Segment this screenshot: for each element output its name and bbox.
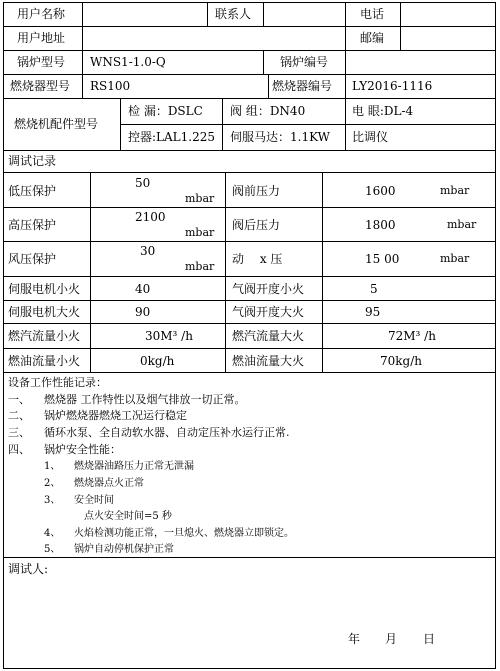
- postcode-label: 邮编: [360, 31, 385, 45]
- valve-group-value: 阀 组：DN40: [230, 104, 306, 118]
- boiler-model-value: WNS1-1.0-Q: [90, 55, 166, 69]
- safety-item-num: 3、: [44, 495, 61, 506]
- debug-row-label: 气阀开度大火: [232, 305, 305, 319]
- debug-row-label: 高压保护: [8, 218, 57, 232]
- phone-label: 电话: [360, 7, 385, 21]
- debug-row-label: 燃油流量大火: [232, 354, 305, 368]
- debug-row-label: 阀后压力: [232, 218, 281, 232]
- debugger-label: 调试人:: [8, 562, 49, 576]
- customer-name-label: 用户名称: [17, 7, 66, 21]
- debug-row-label: 伺服电机小火: [8, 282, 81, 296]
- debug-row-value: 0kg/h: [140, 354, 175, 368]
- safety-item-text: 锅炉自动停机保护正常: [74, 544, 174, 555]
- performance-item-num: 三、: [8, 426, 30, 439]
- boiler-number-label: 锅炉编号: [280, 55, 329, 69]
- safety-item-num: 4、: [44, 528, 61, 539]
- debug-row-value: 15 00: [365, 252, 400, 266]
- debug-row-label: 燃汽流量小火: [8, 329, 81, 343]
- performance-item-num: 四、: [8, 443, 30, 456]
- electric-eye-value: 电 眼:DL-4: [352, 104, 414, 118]
- customer-address-label: 用户地址: [17, 31, 66, 45]
- burner-model-value: RS100: [90, 79, 131, 93]
- safety-item-text: 火焰检测功能正常，一旦熄火、燃烧器立即锁定。: [74, 528, 294, 539]
- controller-value: 控器:LAL1.225: [128, 130, 216, 144]
- debug-row-value: 90: [135, 305, 151, 319]
- debug-row-label: 伺服电机大火: [8, 305, 81, 319]
- accessories-label: 燃烧机配件型号: [14, 117, 99, 131]
- debug-row-value: 2100: [135, 210, 166, 224]
- leak-check-value: 检 漏：DSLC: [128, 104, 203, 118]
- safety-item-text: 安全时间: [74, 495, 114, 506]
- debug-section-title: 调试记录: [8, 154, 57, 168]
- safety-item-num: 5、: [44, 544, 61, 555]
- debug-row-label: 燃汽流量大火: [232, 329, 305, 343]
- contact-label: 联系人: [215, 7, 252, 21]
- debug-row-label: 阀前压力: [232, 184, 281, 198]
- performance-item-text: 燃烧器 工作特性以及烟气排放一切正常。: [44, 393, 246, 406]
- burner-number-label: 燃烧器编号: [272, 79, 333, 93]
- debug-row-value: 30: [140, 244, 156, 258]
- boiler-model-label: 锅炉型号: [17, 55, 66, 69]
- debug-row-unit: mbar: [440, 184, 470, 197]
- safety-item-text: 燃烧器油路压力正常无泄漏: [74, 461, 194, 472]
- servo-motor-value: 伺服马达：1.1KW: [230, 130, 330, 144]
- debug-row-label: 动 x 压: [232, 252, 283, 266]
- safety-item-text: 燃烧器点火正常: [74, 478, 144, 489]
- performance-item-text: 循环水泵、全自动软水器、自动定压补水运行正常.: [44, 426, 290, 439]
- date-year-label: 年: [348, 632, 361, 646]
- performance-item-num: 一、: [8, 393, 30, 406]
- debug-row-label: 气阀开度小火: [232, 282, 305, 296]
- debug-row-unit: mbar: [185, 226, 215, 239]
- debug-row-unit: mbar: [440, 252, 470, 265]
- performance-item-text: 锅炉燃烧器燃烧工况运行稳定: [44, 409, 187, 422]
- performance-item-text: 锅炉安全性能：: [44, 443, 121, 456]
- debug-row-value: 5: [370, 282, 378, 296]
- debug-row-value: 95: [365, 305, 381, 319]
- proportional-value: 比调仪: [352, 130, 389, 144]
- performance-title: 设备工作性能记录：: [8, 376, 107, 389]
- debug-row-value: 40: [135, 282, 151, 296]
- debug-row-unit: mbar: [185, 192, 215, 205]
- safety-item-num: 2、: [44, 478, 61, 489]
- date-month-label: 月: [385, 632, 398, 646]
- debug-row-value: 72M³ /h: [388, 329, 436, 343]
- debug-row-value: 1600: [365, 184, 396, 198]
- debug-row-unit: mbar: [447, 218, 477, 231]
- debug-row-unit: mbar: [185, 260, 215, 273]
- debug-row-label: 风压保护: [8, 252, 57, 266]
- safety-item-num: 1、: [44, 461, 61, 472]
- burner-number-value: LY2016-1116: [352, 79, 433, 93]
- burner-model-label: 燃烧器型号: [10, 79, 71, 93]
- safety-item-text: 点火安全时间=5 秒: [84, 511, 172, 522]
- debug-row-label: 低压保护: [8, 184, 57, 198]
- performance-item-num: 二、: [8, 409, 30, 422]
- debug-row-value: 30M³ /h: [145, 329, 193, 343]
- date-day-label: 日: [423, 632, 436, 646]
- debug-row-label: 燃油流量小火: [8, 354, 81, 368]
- debug-row-value: 50: [135, 176, 151, 190]
- debug-row-value: 70kg/h: [380, 354, 422, 368]
- debug-row-value: 1800: [365, 218, 396, 232]
